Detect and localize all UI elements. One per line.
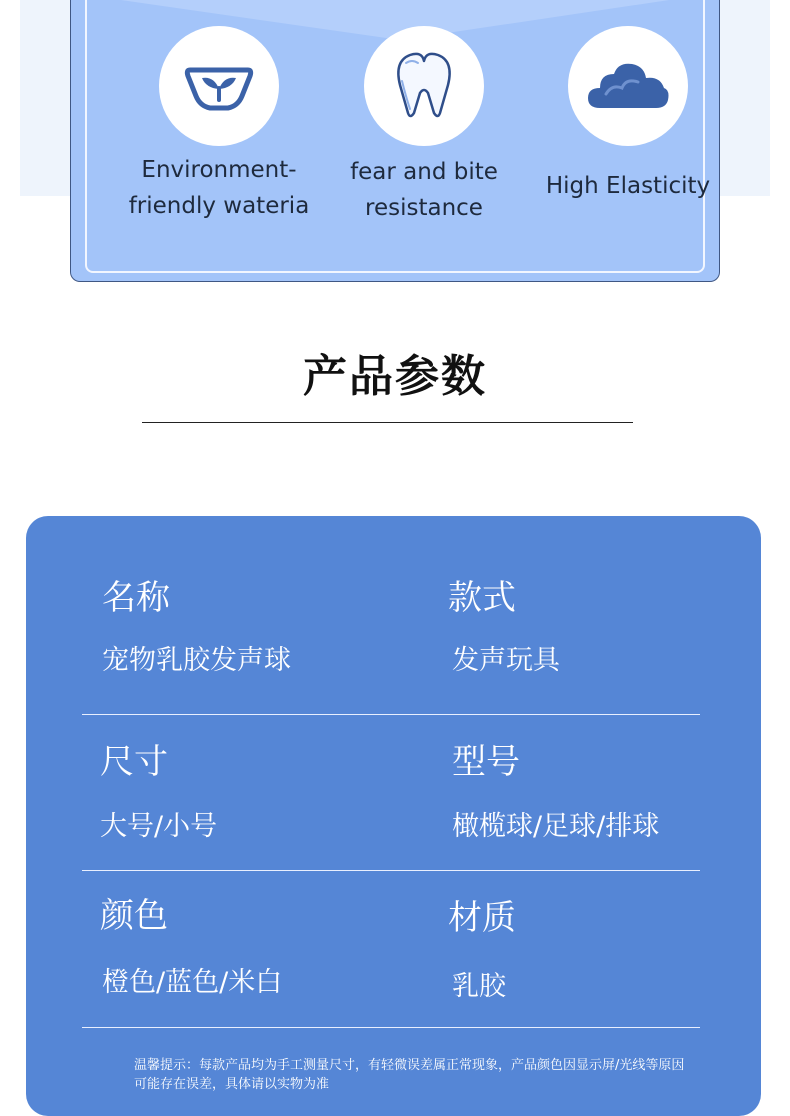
- feature-icon-circle: [364, 26, 484, 146]
- param-value: 橙色/蓝色/米白: [102, 967, 283, 998]
- feature-panel: [70, 0, 720, 282]
- param-label: 颜色: [100, 896, 168, 936]
- param-size: [100, 742, 217, 844]
- disclaimer-note: 温馨提示：每款产品均为手工测量尺寸，有轻微误差属正常现象，产品颜色因显示屏/光线等原因可能存在误差，具体请以实物为准: [134, 1058, 685, 1092]
- param-value: 橄榄球/足球/排球: [452, 811, 660, 842]
- row-divider: [82, 714, 700, 715]
- param-label: 尺寸: [100, 742, 168, 782]
- title-underline: [142, 422, 633, 423]
- feature-label: fear and bite resistance: [350, 159, 498, 221]
- param-value: 乳胶: [452, 971, 506, 1002]
- tooth-icon: [392, 51, 456, 121]
- param-material: [448, 898, 516, 1004]
- param-color: [100, 896, 282, 1000]
- feature-eco-material: [114, 26, 324, 224]
- param-style: [448, 578, 560, 678]
- feature-icon-circle: [159, 26, 279, 146]
- section-title: 产品参数: [303, 351, 487, 402]
- feature-bite-resistance: [319, 26, 529, 226]
- param-model: [452, 742, 659, 844]
- param-value: 发声玩具: [452, 645, 560, 676]
- sprout-icon: [184, 56, 254, 116]
- param-label: 材质: [448, 898, 516, 938]
- row-divider: [82, 1027, 700, 1028]
- product-params-card: [26, 516, 761, 1116]
- param-label: 型号: [452, 742, 520, 782]
- feature-high-elasticity: [523, 26, 733, 204]
- feature-label: High Elasticity: [545, 173, 711, 199]
- row-divider: [82, 870, 700, 871]
- param-value: 宠物乳胶发声球: [102, 645, 291, 676]
- param-label: 款式: [448, 578, 516, 618]
- param-value: 大号/小号: [100, 811, 218, 842]
- feature-icon-circle: [568, 26, 688, 146]
- feature-label: Environment- friendly wateria: [128, 157, 310, 219]
- param-label: 名称: [102, 578, 170, 618]
- param-name: [102, 578, 291, 678]
- cloud-icon: [586, 58, 670, 114]
